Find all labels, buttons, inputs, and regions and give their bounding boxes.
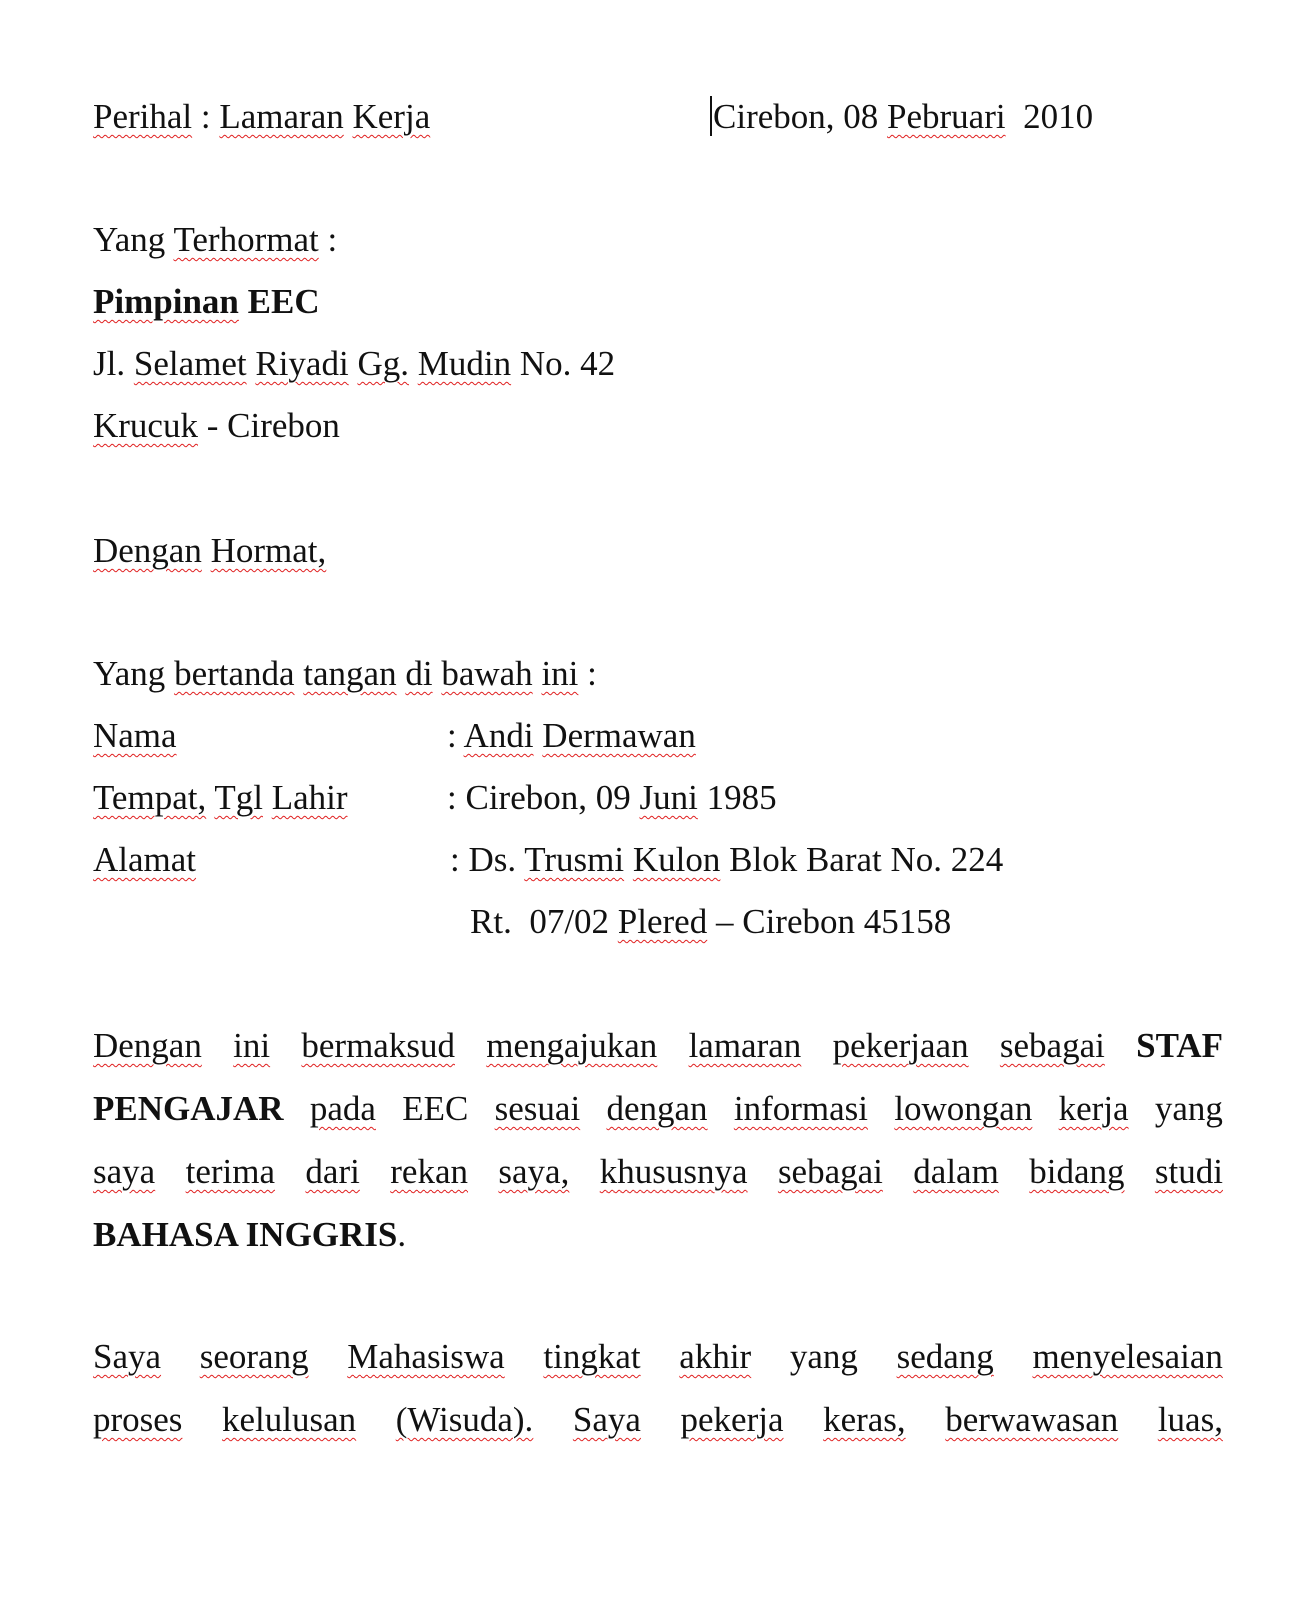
intro-word-3: tangan xyxy=(303,654,397,693)
p2-l1-word-3: Mahasiswa xyxy=(347,1337,505,1376)
p1-l1-word-5: lamaran xyxy=(688,1026,802,1065)
nama-sep: : xyxy=(447,716,464,755)
p2-l1-word-5: akhir xyxy=(679,1337,752,1376)
ttl-sep: : Cirebon, 09 xyxy=(447,778,640,817)
intro-word-4: di xyxy=(405,654,433,693)
paragraph-1-line-3 xyxy=(93,1140,1223,1203)
paragraph-1 xyxy=(93,1014,1223,1266)
p2-l2-word-4: Saya xyxy=(572,1400,641,1439)
recipient-name xyxy=(93,280,320,324)
alamat2-a: Rt. 07/02 xyxy=(470,902,618,941)
p1-l3-word-5: saya, xyxy=(498,1152,570,1191)
p1-l1-word-7: sebagai xyxy=(999,1026,1105,1065)
p2-l1-word-2: seorang xyxy=(199,1337,309,1376)
p1-l2-word-6: informasi xyxy=(733,1089,868,1128)
recipient-address-1 xyxy=(93,342,615,386)
alamat-v3: Blok Barat No. 224 xyxy=(720,840,1004,879)
salutation-word-1: Yang xyxy=(93,220,166,259)
alamat-sep: : Ds. xyxy=(450,840,525,879)
p1-l1-word-1: Dengan xyxy=(93,1026,202,1065)
field-value-alamat xyxy=(450,838,1003,882)
addr-word-5: Mudin xyxy=(417,344,512,383)
addr2-word-2: - Cirebon xyxy=(197,406,340,445)
alamat2-b: Plered xyxy=(617,902,708,941)
p2-l1-word-4: tingkat xyxy=(543,1337,641,1376)
paragraph-1-line-4 xyxy=(93,1203,1223,1266)
p2-l1-word-6: yang xyxy=(789,1337,858,1376)
field-value-ttl xyxy=(447,776,777,820)
p1-l2-word-4: sesuai xyxy=(494,1089,581,1128)
p1-l3-word-1: saya xyxy=(93,1152,156,1191)
date-year: 2010 xyxy=(1023,97,1094,136)
p1-l1-word-4: mengajukan xyxy=(486,1026,658,1065)
paragraph-1-subject: BAHASA INGGRIS xyxy=(93,1215,398,1254)
p2-l2-word-6: keras, xyxy=(823,1400,906,1439)
p2-l1-word-8: menyelesaian xyxy=(1032,1337,1223,1376)
ttl-label-3: Lahir xyxy=(271,778,348,817)
nama-label: Nama xyxy=(93,716,177,755)
p1-l1-word-2: ini xyxy=(233,1026,271,1065)
p2-l2-word-2: kelulusan xyxy=(222,1400,357,1439)
p2-l2-word-5: pekerja xyxy=(680,1400,784,1439)
p2-l2-word-3: (Wisuda). xyxy=(395,1400,534,1439)
intro-colon: : xyxy=(578,654,597,693)
field-label-nama xyxy=(93,714,177,758)
p1-l1-word-8: STAF xyxy=(1136,1026,1223,1065)
intro-word-1: Yang xyxy=(93,654,166,693)
date-line: Cirebon, 08 Pebruari 2010 xyxy=(710,95,1093,139)
addr2-word-1: Krucuk xyxy=(93,406,198,445)
nama-v2: Dermawan xyxy=(542,716,696,755)
greeting-word-1: Dengan xyxy=(93,531,202,570)
date-day: 08 xyxy=(843,97,879,136)
field-value-nama xyxy=(447,714,696,758)
date-month: Pebruari xyxy=(887,97,1006,136)
field-label-ttl xyxy=(93,776,347,820)
p1-l3-word-9: bidang xyxy=(1029,1152,1125,1191)
date-city: Cirebon xyxy=(713,97,826,136)
alamat2-c: – Cirebon 45158 xyxy=(707,902,952,941)
greeting-word-2: Hormat, xyxy=(210,531,327,570)
p2-l2-word-7: berwawasan xyxy=(945,1400,1119,1439)
field-value-alamat-2 xyxy=(470,900,951,944)
greeting xyxy=(93,529,326,573)
addr-word-4: Gg. xyxy=(357,344,409,383)
paragraph-2 xyxy=(93,1325,1223,1451)
p2-l1-word-7: sedang xyxy=(896,1337,994,1376)
subject-line xyxy=(93,95,430,139)
p1-l2-word-8: kerja xyxy=(1058,1089,1129,1128)
p1-l1-word-3: bermaksud xyxy=(301,1026,455,1065)
text-cursor xyxy=(710,96,712,136)
p1-l3-word-7: sebagai xyxy=(777,1152,883,1191)
addr-word-1: Jl. xyxy=(93,344,126,383)
p1-l3-word-10: studi xyxy=(1154,1152,1223,1191)
salutation-word-2: Terhormat xyxy=(173,220,319,259)
intro-word-6: ini xyxy=(541,654,579,693)
salutation-line xyxy=(93,218,337,262)
paragraph-2-line-1 xyxy=(93,1325,1223,1388)
p1-l3-word-2: terima xyxy=(185,1152,276,1191)
p1-l2-word-2: pada xyxy=(309,1089,376,1128)
salutation-colon: : xyxy=(318,220,338,259)
alamat-label: Alamat xyxy=(93,840,197,879)
p2-l1-word-1: Saya xyxy=(93,1337,162,1376)
ttl-label-1: Tempat, xyxy=(93,778,207,817)
nama-v1: Andi xyxy=(463,716,534,755)
paragraph-1-line-1 xyxy=(93,1014,1223,1077)
addr-word-6: No. 42 xyxy=(519,344,616,383)
p1-l3-word-4: rekan xyxy=(390,1152,468,1191)
subject-word-2: Kerja xyxy=(352,97,431,136)
addr-word-3: Riyadi xyxy=(255,344,349,383)
p1-l3-word-8: dalam xyxy=(913,1152,999,1191)
p2-l2-word-1: proses xyxy=(93,1400,183,1439)
alamat-v2: Kulon xyxy=(632,840,721,879)
alamat-v1: Trusmi xyxy=(524,840,625,879)
recipient-address-2 xyxy=(93,404,340,448)
p1-l2-word-7: lowongan xyxy=(894,1089,1033,1128)
addr-word-2: Selamet xyxy=(133,344,247,383)
p1-l3-word-6: khususnya xyxy=(599,1152,748,1191)
p1-l2-word-9: yang xyxy=(1154,1089,1223,1128)
field-label-alamat xyxy=(93,838,196,882)
intro-word-2: bertanda xyxy=(174,654,295,693)
intro-line xyxy=(93,652,597,696)
ttl-label-2: Tgl xyxy=(214,778,263,817)
p1-l2-word-1: PENGAJAR xyxy=(93,1089,284,1128)
subject-label: Perihal xyxy=(93,97,193,136)
p1-l2-word-5: dengan xyxy=(606,1089,708,1128)
intro-word-5: bawah xyxy=(441,654,533,693)
subject-separator: : xyxy=(192,97,220,136)
recipient-name-2: EEC xyxy=(247,282,320,321)
paragraph-1-line-2 xyxy=(93,1077,1223,1140)
p2-l2-word-8: luas, xyxy=(1157,1400,1223,1439)
paragraph-1-end: . xyxy=(397,1215,407,1254)
p1-l3-word-3: dari xyxy=(305,1152,360,1191)
p1-l2-word-3: EEC xyxy=(402,1089,469,1128)
paragraph-2-line-2 xyxy=(93,1388,1223,1451)
p1-l1-word-6: pekerjaan xyxy=(832,1026,969,1065)
subject-word-1: Lamaran xyxy=(219,97,344,136)
recipient-name-1: Pimpinan xyxy=(93,282,239,321)
ttl-v1: Juni xyxy=(639,778,698,817)
ttl-v2: 1985 xyxy=(697,778,777,817)
